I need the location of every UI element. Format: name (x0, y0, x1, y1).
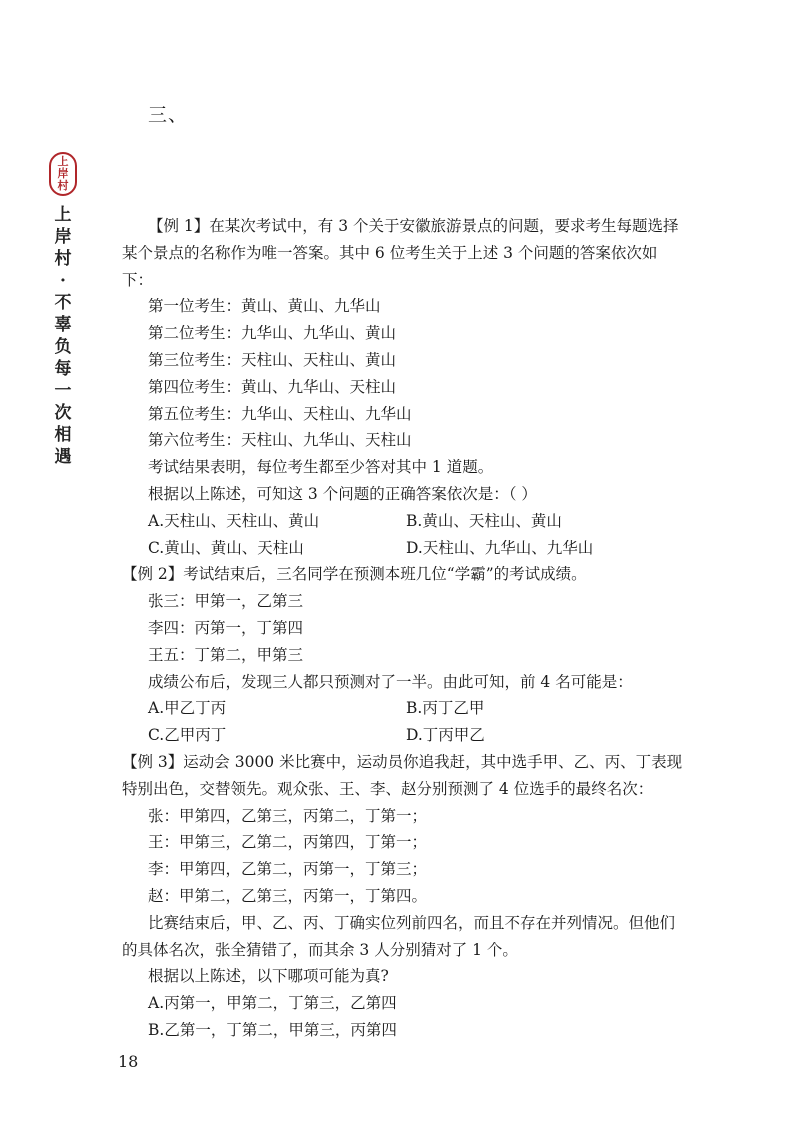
option-a: A.丙第一，甲第二，丁第三，乙第四 (148, 994, 397, 1013)
example-2-line: 李四：丙第一，丁第四 (148, 618, 304, 637)
option-row (122, 722, 688, 749)
example-2-line: 张三：甲第一，乙第三 (148, 592, 304, 611)
example-1-question: 根据以上陈述，可知这 3 个问题的正确答案依次是：（ ） (148, 484, 537, 503)
option-row (122, 508, 688, 535)
option-a: A.甲乙丁丙 (148, 699, 227, 718)
example-3-line: 张：甲第四，乙第三，丙第二，丁第一； (148, 806, 428, 825)
example-3-paragraph: 比赛结束后，甲、乙、丙、丁确实位列前四名，而且不存在并列情况。但他们的具体名次，张全猜错了，而其余 3 人分别猜对了 1 个。 (122, 913, 676, 959)
option-b: B.乙第一，丁第二，甲第三，丙第四 (148, 1020, 397, 1039)
example-2-line: 王五：丁第二，甲第三 (148, 645, 304, 664)
example-2-question: 成绩公布后，发现三人都只预测对了一半。由此可知，前 4 名可能是： (148, 672, 633, 691)
example-1-line: 第六位考生：天柱山、九华山、天柱山 (148, 431, 412, 450)
option-d: D.丁丙甲乙 (406, 726, 485, 745)
example-3-intro: 【例 3】运动会 3000 米比赛中，运动员你追我赶，其中选手甲、乙、丙、丁表现特别出色，交替领先。观众张、王、李、赵分别预测了 4 位选手的最终名次： (122, 752, 683, 798)
option-b: B.丙丁乙甲 (406, 699, 485, 718)
option-c: C.乙甲丙丁 (148, 726, 227, 745)
example-1-line: 第三位考生：天柱山、天柱山、黄山 (148, 350, 397, 369)
section-title: 三、 (148, 104, 189, 126)
brand-sidebar (46, 152, 80, 468)
seal-logo: 上 岸 村 (49, 152, 77, 196)
example-1-line: 考试结果表明，每位考生都至少答对其中 1 道题。 (148, 458, 494, 477)
option-row (122, 535, 688, 562)
example-1-line: 第四位考生：黄山、九华山、天柱山 (148, 377, 397, 396)
option-c: C.黄山、黄山、天柱山 (148, 538, 304, 557)
brand-slogan: 上岸村·不辜负每一次相遇 (54, 205, 72, 467)
page-number: 18 (118, 1052, 139, 1071)
content-body (122, 213, 688, 1044)
example-1-line: 第一位考生：黄山、黄山、九华山 (148, 297, 381, 316)
option-b: B.黄山、天柱山、黄山 (406, 511, 562, 530)
example-3-question: 根据以上陈述，以下哪项可能为真? (148, 967, 389, 986)
example-1-line: 第二位考生：九华山、九华山、黄山 (148, 324, 397, 343)
option-row (122, 695, 688, 722)
example-1-line: 第五位考生：九华山、天柱山、九华山 (148, 404, 412, 423)
example-3-line: 赵：甲第二，乙第三，丙第一，丁第四。 (148, 886, 428, 905)
example-1-intro: 【例 1】在某次考试中，有 3 个关于安徽旅游景点的问题，要求考生每题选择某个景点的名称作为唯一答案。其中 6 位考生关于上述 3 个问题的答案依次如下： (122, 217, 679, 289)
example-2-intro: 【例 2】考试结束后，三名同学在预测本班几位“学霸”的考试成绩。 (122, 565, 587, 584)
option-d: D.天柱山、九华山、九华山 (406, 538, 594, 557)
example-3-line: 王：甲第三，乙第二，丙第四，丁第一； (148, 833, 428, 852)
example-3-line: 李：甲第四，乙第二，丙第一，丁第三； (148, 860, 428, 879)
option-a: A.天柱山、天柱山、黄山 (148, 511, 320, 530)
